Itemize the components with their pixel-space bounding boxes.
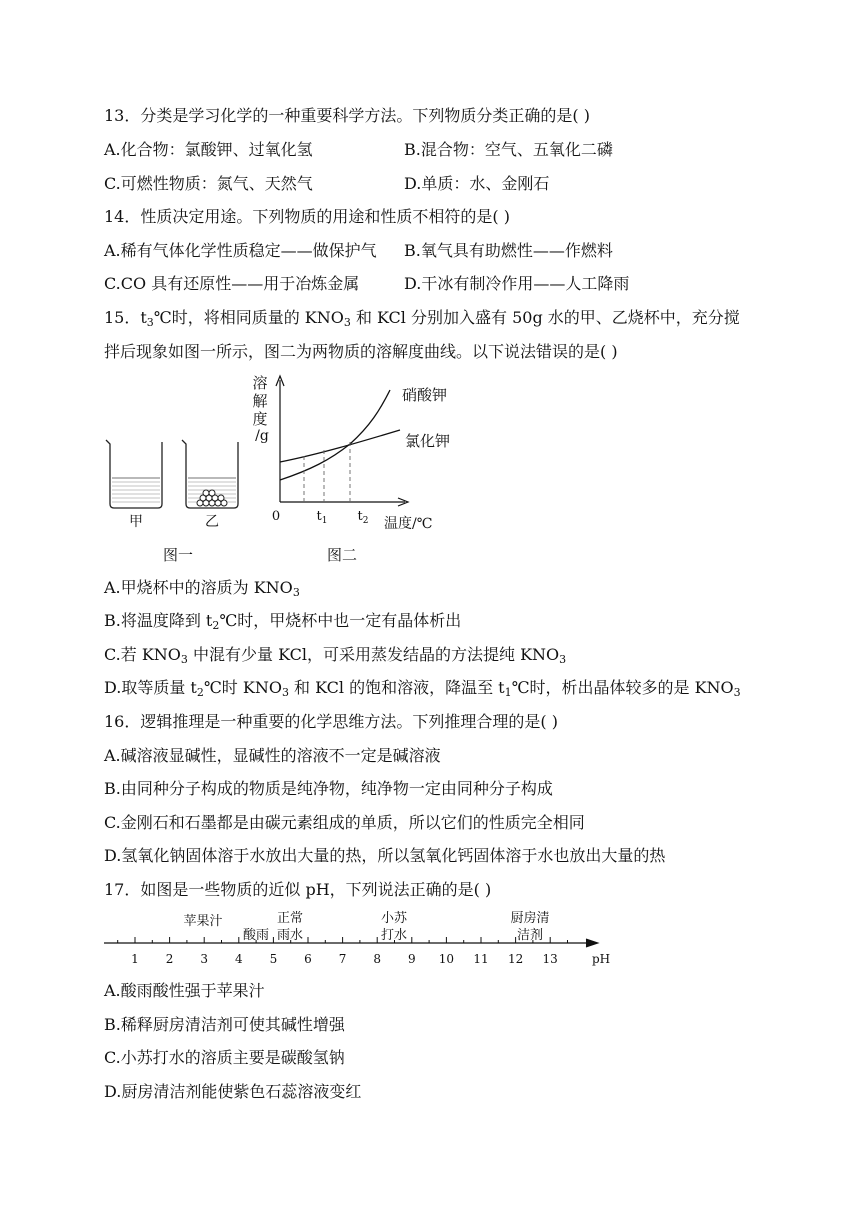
label-apple-juice: 苹果汁	[183, 914, 223, 929]
q16-option-d: D.氢氧化钠固体溶于水放出大量的热，所以氢氧化钙固体溶于水也放出大量的热	[104, 846, 666, 865]
ph-tick-label-10: 10	[438, 952, 455, 966]
label-normal-rain-1: 正常	[276, 911, 304, 926]
y-axis-label-3: 度	[252, 410, 268, 428]
figure-1-beakers	[100, 438, 250, 568]
figure-1-caption: 图一	[162, 546, 194, 564]
q14-stem: 14．性质决定用途。下列物质的用途和性质不相符的是( )	[104, 207, 510, 226]
label-kitchen-cleaner-2: 洁剂	[516, 928, 544, 943]
ph-tick-label-11: 11	[473, 952, 489, 966]
q14-option-d: D.干冰有制冷作用——人工降雨	[404, 274, 630, 293]
beaker-jia-label: 甲	[129, 514, 143, 530]
ph-axis-arrow-icon	[586, 939, 598, 947]
tick-t1-label: $t_1$	[316, 509, 328, 526]
q16-stem: 16．逻辑推理是一种重要的化学思维方法。下列推理合理的是( )	[104, 712, 558, 731]
figure-2-caption: 图二	[326, 546, 358, 564]
y-axis-label-2: 解	[252, 392, 268, 410]
curve-kcl	[280, 430, 400, 462]
ph-tick-labels	[131, 952, 558, 966]
q13-option-d: D.单质：水、金刚石	[404, 174, 550, 193]
q13-option-a: A.化合物：氯酸钾、过氧化氢	[104, 140, 313, 159]
label-acid-rain: 酸雨	[242, 928, 270, 943]
ph-tick-label-13: 13	[542, 952, 558, 966]
curve-kno3	[280, 390, 390, 480]
q15-option-c: C.若 $KNO_3$ 中混有少量 KCl，可采用蒸发结晶的方法提纯 $KNO_3$	[104, 645, 567, 666]
beaker-jia-solution	[112, 482, 160, 502]
curve-kno3-label: 硝酸钾	[402, 386, 448, 404]
tick-t2-label: $t_2$	[357, 509, 369, 526]
ph-tick-label-4: 4	[234, 952, 243, 966]
ph-tick-label-3: 3	[200, 952, 209, 966]
q13-option-c: C.可燃性物质：氮气、天然气	[104, 174, 313, 193]
q14-option-b: B.氧气具有助燃性——作燃料	[404, 241, 613, 260]
q14-option-a: A.稀有气体化学性质稳定——做保护气	[104, 241, 377, 260]
q17-stem: 17．如图是一些物质的近似 pH，下列说法正确的是( )	[104, 880, 492, 899]
q16-option-a: A.碱溶液显碱性，显碱性的溶液不一定是碱溶液	[104, 746, 441, 765]
beaker-yi-label: 乙	[205, 514, 219, 530]
ph-tick-label-9: 9	[407, 952, 416, 966]
q15-stem-line1: 15．$t_3℃$时，将相同质量的 $KNO_3$ 和 KCl 分别加入盛有 50g 水的甲、乙烧杯中，充分搅	[104, 308, 740, 329]
ph-tick-label-6: 6	[304, 952, 312, 966]
curve-kcl-label: 氯化钾	[405, 432, 451, 450]
q13-stem: 13．分类是学习化学的一种重要科学方法。下列物质分类正确的是( )	[104, 106, 590, 125]
label-kitchen-cleaner-1: 厨房清	[510, 911, 550, 926]
y-axis-label-1: 溶	[252, 374, 268, 392]
q15-option-d: D.取等质量 $t_2℃$时 $KNO_3$ 和 KCl 的饱和溶液，降温至 $t_1℃$时，析出晶体较多的是 $KNO_3$	[104, 678, 741, 699]
q15-option-b: B.将温度降到 $t_2℃$时，甲烧杯中也一定有晶体析出	[104, 611, 462, 632]
label-normal-rain-2: 雨水	[276, 928, 304, 943]
figure-2-solubility-curves	[250, 370, 490, 570]
origin-label: 0	[271, 509, 281, 524]
q17-option-d: D.厨房清洁剂能使紫色石蕊溶液变红	[104, 1082, 362, 1101]
ph-tick-label-5: 5	[269, 952, 278, 966]
q17-option-c: C.小苏打水的溶质主要是碳酸氢钠	[104, 1048, 345, 1067]
ph-tick-label-7: 7	[338, 952, 347, 966]
q15-option-a: A.甲烧杯中的溶质为 $KNO_3$	[104, 578, 300, 599]
undissolved-crystals-icon	[197, 490, 227, 506]
ph-ticks	[118, 937, 568, 943]
q16-option-c: C.金刚石和石墨都是由碳元素组成的单质，所以它们的性质完全相同	[104, 813, 585, 832]
y-axis-label-4: /g	[255, 428, 269, 444]
q16-option-b: B.由同种分子构成的物质是纯净物，纯净物一定由同种分子构成	[104, 779, 553, 798]
ph-tick-label-1: 1	[131, 952, 139, 966]
label-baking-soda-2: 打水	[380, 928, 408, 943]
q15-stem-line2: 拌后现象如图一所示，图二为两物质的溶解度曲线。以下说法错误的是( )	[104, 342, 618, 361]
q13-option-b: B.混合物：空气、五氧化二磷	[404, 140, 613, 159]
ph-tick-label-2: 2	[165, 952, 174, 966]
ph-unit-label: pH	[592, 952, 611, 966]
q17-option-a: A.酸雨酸性强于苹果汁	[104, 981, 265, 1000]
q14-option-c: C.CO 具有还原性——用于冶炼金属	[104, 274, 360, 293]
q17-option-b: B.稀释厨房清洁剂可使其碱性增强	[104, 1015, 345, 1034]
ph-tick-label-12: 12	[507, 952, 524, 966]
ph-tick-label-8: 8	[373, 952, 382, 966]
x-axis-label: 温度/℃	[384, 516, 433, 532]
ph-scale-figure	[100, 905, 610, 967]
label-baking-soda-1: 小苏	[380, 911, 408, 926]
